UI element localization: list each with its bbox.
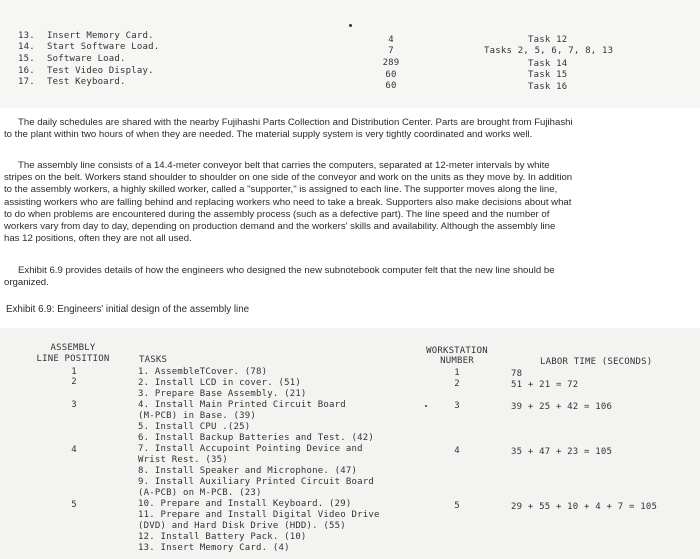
exhibit-caption: Exhibit 6.9: Engineers' initial design of the assembly line (6, 304, 250, 315)
workstation-cell: 2 (454, 379, 460, 389)
text-line: workers vary from day to day, depending on production demand and the workers' skills and availability. Although the assembly line (4, 221, 556, 233)
task-line: 1. AssembleTCover. (78) (138, 367, 268, 377)
task-line: (DVD) and Hard Disk Drive (HDD). (55) (138, 521, 346, 531)
task-time: 289 (382, 58, 400, 68)
labor-cell: 35 + 47 + 23 = 105 (511, 447, 613, 457)
task-label: Test Video Display. (47, 66, 154, 76)
task-num: 16. (18, 66, 35, 76)
task-time: 60 (385, 81, 397, 91)
task-line: Wrist Rest. (35) (138, 455, 228, 465)
task-label: Software Load. (47, 54, 126, 64)
labor-cell: 29 + 55 + 10 + 4 + 7 = 105 (511, 502, 658, 512)
task-time: 60 (385, 70, 397, 80)
text-line: to the assembly workers, a highly skilled worker, called a "supporter," is assigned to each line. The supporter moves along the line, (4, 184, 558, 196)
task-assign: Tasks 2, 5, 6, 7, 8, 13 (484, 46, 614, 56)
task-num: 15. (18, 54, 35, 64)
task-line: 2. Install LCD in cover. (51) (138, 378, 301, 388)
header-tasks: TASKS (139, 355, 168, 365)
task-label: Test Keyboard. (47, 77, 126, 87)
task-assign: Task 14 (528, 59, 568, 69)
text-line: The assembly line consists of a 14.4-meter conveyor belt that carries the computers, separated at 12-meter intervals by white (18, 160, 550, 171)
workstation-cell: 1 (454, 368, 460, 378)
scan-speck (425, 405, 427, 407)
task-line: (M-PCB) in Base. (39) (138, 411, 256, 421)
task-line: (A-PCB) on M-PCB. (23) (138, 488, 262, 498)
header-workstation: WORKSTATION (426, 346, 488, 356)
task-line: 10. Prepare and Install Keyboard. (29) (138, 499, 352, 509)
text-line: The daily schedules are shared with the nearby Fujihashi Parts Collection and Distribution Center. Parts are brought from Fujihashi (18, 117, 573, 128)
position-cell: 5 (71, 500, 77, 510)
labor-cell: 51 + 21 = 72 (511, 380, 579, 390)
task-line: 3. Prepare Base Assembly. (21) (138, 389, 307, 399)
task-time: 7 (388, 46, 394, 56)
position-cell: 3 (71, 400, 77, 410)
task-assign: Task 12 (528, 35, 568, 45)
task-line: 4. Install Main Printed Circuit Board (138, 400, 346, 410)
position-cell: 4 (71, 445, 77, 455)
header-position: LINE POSITION (36, 354, 110, 364)
position-cell: 1 (71, 367, 77, 377)
task-line: 7. Install Accupoint Pointing Device and (138, 444, 363, 454)
task-line: 8. Install Speaker and Microphone. (47) (138, 466, 358, 476)
text-line: Exhibit 6.9 provides details of how the engineers who designed the new subnotebook computer felt that the new line should be (18, 265, 555, 276)
labor-cell: 78 (511, 369, 523, 379)
task-line: 11. Prepare and Install Digital Video Drive (138, 510, 380, 520)
task-num: 13. (18, 31, 35, 41)
task-assign: Task 16 (528, 82, 568, 92)
header-labor: LABOR TIME (SECONDS) (540, 357, 653, 367)
paragraph-parts-supply (4, 117, 698, 141)
task-assign: Task 15 (528, 70, 568, 80)
paragraph-assembly-line (4, 160, 698, 245)
task-line: 9. Install Auxiliary Printed Circuit Board (138, 477, 374, 487)
text-line: organized. (4, 277, 49, 289)
labor-cell: 39 + 25 + 42 = 106 (511, 402, 613, 412)
paragraph-exhibit-intro (4, 265, 698, 289)
text-line: to do when problems are encountered during the assembly process (such as a defective part). The line speed and the number of (4, 208, 550, 220)
task-label: Insert Memory Card. (47, 31, 154, 41)
task-line: 12. Install Battery Pack. (10) (138, 532, 307, 542)
task-num: 17. (18, 77, 35, 87)
text-line: stripes on the belt. Workers stand shoulder to shoulder on one side of the conveyor and work on the units as they move by. In addition (4, 172, 573, 184)
scan-speck (349, 24, 352, 27)
task-line: 13. Insert Memory Card. (4) (138, 543, 290, 553)
workstation-cell: 5 (454, 501, 460, 511)
header-workstation: NUMBER (440, 356, 474, 366)
position-cell: 2 (71, 377, 77, 387)
text-line: assisting workers who are falling behind and replacing workers who need to take a break. Supporters also make decisions about what (4, 196, 572, 208)
text-line: to the plant within two hours of when they are needed. The material supply system is very tightly coordinated and works well. (4, 129, 533, 141)
workstation-cell: 4 (454, 446, 460, 456)
header-position: ASSEMBLY (50, 343, 96, 353)
task-line: 5. Install CPU .(25) (138, 422, 251, 432)
task-line: 6. Install Backup Batteries and Test. (42) (138, 433, 374, 443)
task-num: 14. (18, 42, 35, 52)
task-time: 4 (388, 35, 394, 45)
task-label: Start Software Load. (47, 42, 160, 52)
workstation-cell: 3 (454, 401, 460, 411)
text-line: has 12 positions, often they are not all used. (4, 233, 192, 245)
